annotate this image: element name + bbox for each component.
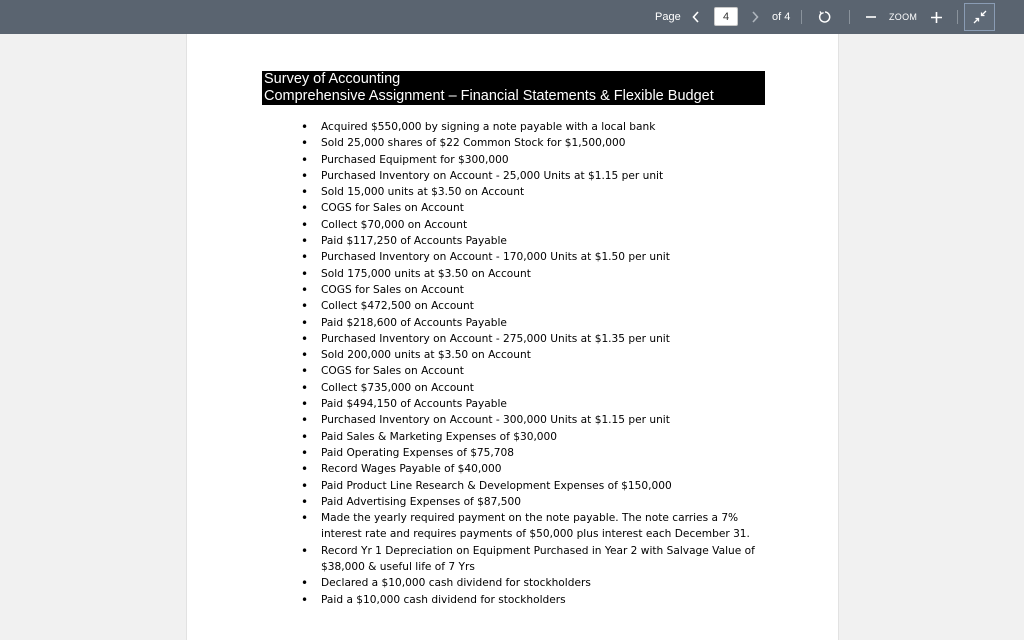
list-item: • Paid Sales & Marketing Expenses of $30,000 (301, 429, 771, 445)
rotate-icon (818, 10, 832, 24)
list-item: • Purchased Equipment for $300,000 (301, 152, 771, 168)
zoom-label: ZOOM (889, 12, 918, 22)
pdf-toolbar (0, 0, 1024, 34)
list-item: • Purchased Inventory on Account - 25,000 Units at $1.15 per unit (301, 168, 771, 184)
list-item: • Sold 25,000 shares of $22 Common Stock for $1,500,000 (301, 135, 771, 151)
collapse-icon (973, 10, 987, 24)
list-item: • Paid a $10,000 cash dividend for stockholders (301, 592, 771, 608)
page-count-label: of 4 (772, 11, 791, 23)
list-item: • Purchased Inventory on Account - 170,000 Units at $1.50 per unit (301, 249, 771, 265)
list-item: • Collect $472,500 on Account (301, 298, 771, 314)
transaction-list (301, 119, 771, 608)
document-subtitle: Comprehensive Assignment – Financial Statements & Flexible Budget (264, 88, 714, 104)
list-item: • Record Yr 1 Depreciation on Equipment Purchased in Year 2 with Salvage Value of $38,000 & useful life of 7 Yrs (301, 543, 771, 576)
list-item: • Record Wages Payable of $40,000 (301, 461, 771, 477)
toolbar-divider (801, 10, 802, 24)
zoom-in-button[interactable] (928, 0, 944, 34)
list-item: • Acquired $550,000 by signing a note payable with a local bank (301, 119, 771, 135)
list-item: • Purchased Inventory on Account - 275,000 Units at $1.35 per unit (301, 331, 771, 347)
list-item: • COGS for Sales on Account (301, 200, 771, 216)
document-page (186, 34, 839, 640)
list-item: • Paid $494,150 of Accounts Payable (301, 396, 771, 412)
document-title: Survey of Accounting (264, 71, 401, 87)
minus-icon (866, 12, 876, 22)
toolbar-divider (957, 10, 958, 24)
list-item: • Collect $735,000 on Account (301, 380, 771, 396)
list-item: • Declared a $10,000 cash dividend for stockholders (301, 575, 771, 591)
next-page-button[interactable] (747, 0, 763, 34)
plus-icon (931, 12, 942, 23)
document-title-block (262, 71, 765, 105)
list-item: • Paid $218,600 of Accounts Payable (301, 315, 771, 331)
list-item: • Paid $117,250 of Accounts Payable (301, 233, 771, 249)
list-item: • Sold 200,000 units at $3.50 on Account (301, 347, 771, 363)
list-item: • Sold 15,000 units at $3.50 on Account (301, 184, 771, 200)
previous-page-button[interactable] (688, 0, 704, 34)
rotate-button[interactable] (814, 0, 836, 34)
list-item: • Purchased Inventory on Account - 300,000 Units at $1.15 per unit (301, 412, 771, 428)
zoom-out-button[interactable] (863, 0, 879, 34)
page-label: Page (655, 11, 681, 23)
list-item: • Made the yearly required payment on the note payable. The note carries a 7% interest rate and requires payments of $50,000 plus interest each December 31. (301, 510, 771, 543)
chevron-left-icon (692, 11, 700, 23)
collapse-view-button[interactable] (964, 3, 995, 31)
list-item: • Sold 175,000 units at $3.50 on Account (301, 266, 771, 282)
list-item: • COGS for Sales on Account (301, 282, 771, 298)
chevron-right-icon (751, 11, 759, 23)
toolbar-divider (849, 10, 850, 24)
list-item: • Paid Operating Expenses of $75,708 (301, 445, 771, 461)
list-item: • Paid Product Line Research & Development Expenses of $150,000 (301, 478, 771, 494)
list-item: • COGS for Sales on Account (301, 363, 771, 379)
page-number-input[interactable] (714, 7, 738, 26)
list-item: • Paid Advertising Expenses of $87,500 (301, 494, 771, 510)
list-item: • Collect $70,000 on Account (301, 217, 771, 233)
